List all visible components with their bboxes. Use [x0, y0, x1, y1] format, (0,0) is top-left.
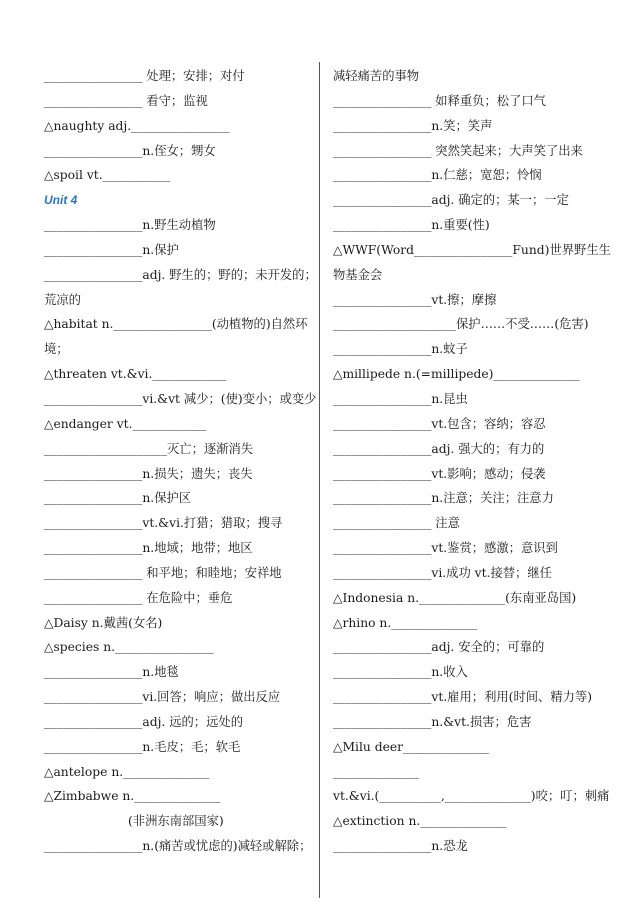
vocab-line: ________________vi.&vt 减少；(使)变小；或变少	[44, 391, 317, 406]
column-divider	[319, 62, 320, 898]
vocab-line: △WWF(Word________________Fund)世界野生生	[333, 242, 611, 257]
vocab-line: ________________n.保护区	[44, 491, 192, 506]
vocab-line: ________________n.昆虫	[333, 391, 468, 406]
vocab-line: ________________adj. 强大的；有力的	[333, 441, 545, 456]
vocab-line: △millipede n.(=millipede)______________	[333, 367, 580, 382]
vocab-line: △Daisy n.戴茜(女名)	[44, 615, 163, 630]
vocab-line: ________________n.保护	[44, 242, 179, 257]
vocab-line: ________________adj. 远的；远处的	[44, 714, 243, 729]
vocab-line: ________________vt.雇用；利用(时间、精力等)	[333, 690, 593, 705]
vocab-line: △habitat n.________________(动植物的)自然环	[44, 317, 308, 332]
vocab-line: ________________vi.成功 vt.接替；继任	[333, 565, 552, 580]
vocab-line: △endanger vt.____________	[44, 416, 207, 431]
vocab-line: ________________ 和平地；和睦地；安祥地	[44, 565, 282, 580]
vocab-line: ________________n.&vt.损害；危害	[333, 714, 532, 729]
vocab-line-continuation: 物基金会	[333, 267, 383, 282]
vocab-line: ________________n.收入	[333, 665, 468, 680]
vocab-line: ________________n.仁慈；宽恕；怜悯	[333, 168, 542, 183]
vocab-line: △Indonesia n.______________(东南亚岛国)	[333, 590, 577, 605]
vocab-line-continuation: ______________	[333, 764, 420, 779]
vocab-line: ________________n.蚊子	[333, 342, 468, 357]
vocab-line: vt.&vi.(__________,______________)咬；叮；刺痛	[333, 789, 610, 804]
vocab-line: ________________n.野生动植物	[44, 218, 216, 233]
vocab-line: △spoil vt.___________	[44, 168, 171, 183]
vocab-line: △naughty adj.________________	[44, 118, 230, 133]
vocab-line: ________________n.毛皮；毛；软毛	[44, 739, 241, 754]
vocab-line: ________________vt.影响；感动；侵袭	[333, 466, 546, 481]
vocab-line: ________________ 看守；监视	[44, 93, 208, 108]
vocab-line: ____________________灭亡；逐渐消失	[44, 441, 254, 456]
vocab-line: △antelope n.______________	[44, 764, 210, 779]
vocab-line: △threaten vt.&vi.____________	[44, 367, 227, 382]
vocab-line: ________________ 处理；安排；对付	[44, 69, 245, 83]
vocab-line: ________________ 如释重负；松了口气	[333, 93, 546, 108]
vocab-line: ________________n.地域；地带；地区	[44, 541, 253, 556]
vocab-line: ________________vt.擦；摩擦	[333, 292, 497, 307]
vocab-line: ________________n.恐龙	[333, 839, 468, 854]
vocab-line: ________________n.重要(性)	[333, 218, 490, 233]
right-column	[333, 64, 611, 859]
vocab-line: ________________adj. 野生的；野的；未开发的；	[44, 267, 317, 282]
vocab-line: △species n.________________	[44, 640, 214, 655]
vocab-line: ________________ 突然笑起来；大声笑了出来	[333, 143, 583, 158]
vocab-line: ________________ 注意	[333, 516, 460, 531]
vocab-line: ________________n.注意；关注；注意力	[333, 491, 554, 506]
vocab-line: ________________n.(痛苦或忧虑的)减轻或解除；	[44, 839, 312, 854]
vocab-line-continuation: 减轻痛苦的事物	[333, 69, 420, 83]
vocab-line-continuation: 荒凉的	[44, 292, 81, 307]
vocab-line: ____________________保护……不受……(危害)	[333, 317, 589, 332]
vocab-line: ________________n.侄女；甥女	[44, 143, 216, 158]
vocab-line: ________________vi.回答；响应；做出反应	[44, 690, 281, 705]
vocab-line: ________________n.笑；笑声	[333, 118, 493, 133]
vocab-line-continuation: 境；	[44, 342, 69, 357]
vocab-line: ________________vt.包含；容纳；容忍	[333, 416, 546, 431]
vocab-line: ________________adj. 确定的；某一；一定	[333, 193, 569, 208]
vocab-line: △rhino n.______________	[333, 615, 478, 630]
left-column	[44, 64, 317, 859]
vocab-line: ________________n.损失；遗失；丧失	[44, 466, 253, 481]
vocab-line: ________________ 在危险中；垂危	[44, 590, 233, 605]
vocab-line: ________________n.地毯	[44, 665, 179, 680]
vocab-line: △extinction n.______________	[333, 814, 507, 829]
vocab-line: △Milu deer______________	[333, 739, 490, 754]
vocab-line: ________________vt.鉴赏；感激；意识到	[333, 541, 558, 556]
vocab-line: ________________adj. 安全的；可靠的	[333, 640, 545, 655]
unit-heading: Unit 4	[44, 193, 78, 208]
vocab-line-continuation: (非洲东南部国家)	[128, 814, 224, 829]
vocab-line: △Zimbabwe n.______________	[44, 789, 221, 804]
vocab-line: ________________vt.&vi.打猎；猎取；搜寻	[44, 516, 283, 531]
